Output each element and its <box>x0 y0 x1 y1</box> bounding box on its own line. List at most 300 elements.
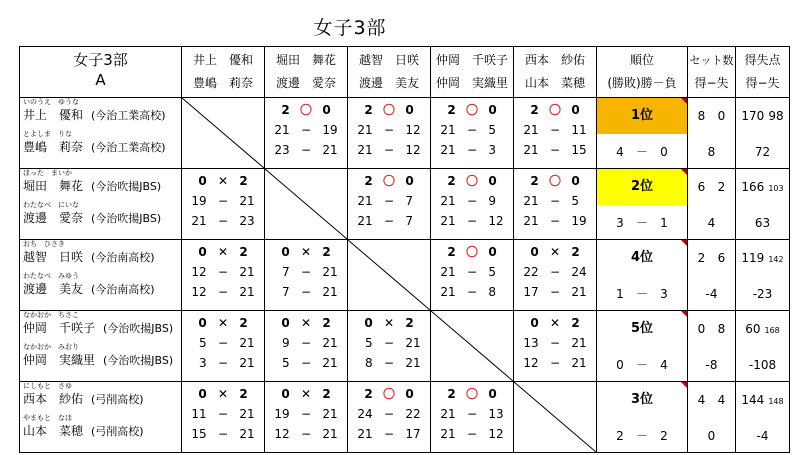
match-cell <box>431 98 514 169</box>
score-right: 0 <box>571 174 580 188</box>
score-dash: − <box>466 143 478 157</box>
win-mark: 〇 <box>466 245 479 259</box>
score-right: 21 <box>322 285 338 299</box>
points-for: 60 <box>745 322 761 336</box>
league-table <box>19 46 790 453</box>
match-cell <box>514 311 597 382</box>
game-score <box>265 120 347 140</box>
match-cell <box>265 240 348 311</box>
record-dash: － <box>635 287 648 301</box>
points-for: 166 <box>741 180 765 194</box>
score-dash: − <box>549 336 561 350</box>
win-loss-record <box>597 213 687 233</box>
score-dash: − <box>217 356 229 370</box>
score-left: 2 <box>530 103 539 117</box>
sets-won: 6 <box>697 180 706 194</box>
player-line <box>20 390 181 408</box>
school-name: (今治吹揚JBS) <box>103 354 174 367</box>
sets-cell <box>688 169 736 240</box>
score-left: 5 <box>199 336 207 350</box>
score-left: 21 <box>440 427 456 441</box>
score-right: 11 <box>571 123 587 137</box>
score-right: 21 <box>239 427 255 441</box>
losses: 3 <box>660 287 668 301</box>
score-left: 21 <box>523 194 539 208</box>
self-match-cell <box>348 240 431 311</box>
player-line <box>20 351 181 369</box>
wins: 0 <box>616 358 624 372</box>
player-name: 山本 菜穂 <box>23 424 84 438</box>
score-right: 19 <box>571 214 587 228</box>
losses: 4 <box>660 358 668 372</box>
player-line <box>20 248 181 266</box>
score-left: 5 <box>282 356 290 370</box>
score-left: 2 <box>447 387 456 401</box>
score-dash: − <box>217 407 229 421</box>
match-summary <box>431 242 513 262</box>
player-ruby: なかおか みおり <box>23 343 79 351</box>
points-diff: -108 <box>748 358 777 372</box>
player-name: 豊嶋 莉奈 <box>23 140 84 154</box>
header-rank: 順位 (勝敗)勝－負 <box>597 47 688 98</box>
rank-badge: 3位 <box>630 392 654 407</box>
match-summary <box>265 384 347 404</box>
rank-badge: 1位 <box>597 98 687 134</box>
score-left: 2 <box>447 103 456 117</box>
game-score <box>182 262 264 282</box>
match-cell <box>348 382 431 453</box>
wins: 1 <box>616 287 624 301</box>
game-score <box>265 404 347 424</box>
game-score <box>265 262 347 282</box>
wins: 2 <box>616 429 624 443</box>
score-right: 17 <box>405 427 421 441</box>
game-score <box>265 424 347 444</box>
match-cell <box>265 382 348 453</box>
score-right: 2 <box>239 316 248 330</box>
loss-mark: ✕ <box>300 245 312 259</box>
points-record <box>736 248 789 268</box>
match-summary <box>348 171 430 191</box>
player-name: 西本 紗佑 <box>23 392 84 406</box>
player-cell <box>20 240 182 311</box>
score-left: 19 <box>274 407 290 421</box>
player-row <box>20 382 790 453</box>
player-row <box>20 169 790 240</box>
sets-lost: 6 <box>717 251 726 265</box>
sets-record <box>688 390 735 410</box>
sets-won: 8 <box>697 109 706 123</box>
player-cell <box>20 98 182 169</box>
match-summary <box>265 100 347 120</box>
score-left: 9 <box>282 336 290 350</box>
player-line <box>20 280 181 298</box>
win-mark: 〇 <box>300 103 313 117</box>
player-name: 井上 優和 <box>23 108 84 122</box>
match-summary <box>182 313 264 333</box>
score-right: 12 <box>405 143 421 157</box>
score-right: 21 <box>239 407 255 421</box>
win-mark: 〇 <box>383 387 396 401</box>
player-line <box>20 209 181 227</box>
score-right: 21 <box>405 336 421 350</box>
score-dash: − <box>383 194 395 208</box>
match-summary <box>182 384 264 404</box>
player-name: 越智 日咲 <box>23 250 84 264</box>
score-left: 0 <box>198 245 207 259</box>
win-mark: 〇 <box>549 174 562 188</box>
loss-mark: ✕ <box>217 245 229 259</box>
player-ruby: おち ひさき <box>23 240 65 248</box>
diagonal-line <box>348 240 430 310</box>
losses: 1 <box>660 216 668 230</box>
school-name: (今治工業高校) <box>91 109 166 122</box>
score-dash: − <box>466 194 478 208</box>
self-match-cell <box>514 382 597 453</box>
losses: 0 <box>660 145 668 159</box>
match-cell <box>514 240 597 311</box>
page-title: 女子3部 <box>313 17 387 39</box>
points-against: 103 <box>768 184 784 193</box>
game-score <box>348 140 430 160</box>
score-left: 17 <box>523 285 539 299</box>
game-score <box>265 353 347 373</box>
score-dash: − <box>217 265 229 279</box>
sets-lost: 0 <box>717 109 726 123</box>
player-row <box>20 98 790 169</box>
comment-marker <box>681 98 687 104</box>
score-right: 21 <box>322 407 338 421</box>
self-match-cell <box>182 98 265 169</box>
header-team-3: 越智 日咲 渡邊 美友 <box>348 47 431 98</box>
rank-cell <box>597 382 688 453</box>
score-right: 24 <box>571 265 587 279</box>
group-label: A <box>95 71 106 89</box>
score-left: 21 <box>523 214 539 228</box>
score-right: 0 <box>488 245 497 259</box>
score-right: 22 <box>405 407 421 421</box>
header-team-5: 西本 紗佑 山本 菜穂 <box>514 47 597 98</box>
player-ruby: わたなべ みゆう <box>23 272 79 280</box>
score-left: 2 <box>447 245 456 259</box>
score-right: 15 <box>571 143 587 157</box>
score-left: 0 <box>530 245 539 259</box>
score-left: 21 <box>440 143 456 157</box>
match-summary <box>348 313 430 333</box>
match-cell <box>265 311 348 382</box>
match-summary <box>514 100 596 120</box>
game-score <box>182 353 264 373</box>
player-ruby: いのうえ ゆうな <box>23 98 79 106</box>
loss-mark: ✕ <box>217 316 229 330</box>
header-team-1: 井上 優和 豊嶋 莉奈 <box>182 47 265 98</box>
score-right: 2 <box>322 316 331 330</box>
school-name: (弓削高校) <box>91 393 144 406</box>
school-name: (今治南高校) <box>91 251 155 264</box>
score-right: 2 <box>571 316 580 330</box>
score-left: 21 <box>440 123 456 137</box>
game-score <box>431 120 513 140</box>
win-loss-record <box>597 355 687 375</box>
game-score <box>514 211 596 231</box>
score-right: 0 <box>405 174 414 188</box>
score-left: 21 <box>523 123 539 137</box>
player-ruby: やまもと なほ <box>23 414 72 422</box>
win-mark: 〇 <box>466 387 479 401</box>
score-left: 8 <box>365 356 373 370</box>
game-score <box>514 120 596 140</box>
wins: 3 <box>616 216 624 230</box>
school-name: (今治吹揚JBS) <box>103 322 174 335</box>
match-cell <box>431 240 514 311</box>
game-score <box>348 333 430 353</box>
score-dash: − <box>217 214 229 228</box>
score-left: 21 <box>440 194 456 208</box>
sets-record <box>688 106 735 126</box>
player-ruby: とよしま りな <box>23 130 72 138</box>
win-mark: 〇 <box>466 174 479 188</box>
match-cell <box>431 169 514 240</box>
score-left: 2 <box>364 387 373 401</box>
score-dash: − <box>217 285 229 299</box>
match-cell <box>514 98 597 169</box>
score-right: 21 <box>239 356 255 370</box>
header-team-4: 仲岡 千咲子 仲岡 実織里 <box>431 47 514 98</box>
score-right: 21 <box>322 143 338 157</box>
game-score <box>182 211 264 231</box>
match-cell <box>182 240 265 311</box>
score-right: 0 <box>405 103 414 117</box>
game-score <box>182 191 264 211</box>
score-dash: − <box>300 265 312 279</box>
score-right: 0 <box>322 103 331 117</box>
score-left: 11 <box>191 407 207 421</box>
game-score <box>431 404 513 424</box>
self-match-cell <box>431 311 514 382</box>
score-right: 2 <box>239 387 248 401</box>
score-right: 2 <box>405 316 414 330</box>
comment-marker <box>681 382 687 388</box>
match-summary <box>348 384 430 404</box>
score-left: 23 <box>274 143 290 157</box>
game-score <box>265 140 347 160</box>
match-cell <box>348 169 431 240</box>
game-score <box>348 424 430 444</box>
rank-badge: 5位 <box>630 321 654 336</box>
score-dash: − <box>383 407 395 421</box>
game-score <box>182 404 264 424</box>
sets-diff: 4 <box>707 216 716 230</box>
rank-badge: 2位 <box>597 169 687 205</box>
school-name: (今治吹揚JBS) <box>91 180 162 193</box>
score-left: 2 <box>447 174 456 188</box>
sets-cell <box>688 240 736 311</box>
match-cell <box>348 98 431 169</box>
score-right: 2 <box>239 174 248 188</box>
score-left: 0 <box>281 245 290 259</box>
score-right: 21 <box>571 336 587 350</box>
match-summary <box>431 384 513 404</box>
player-line <box>20 319 181 337</box>
score-dash: − <box>549 285 561 299</box>
score-right: 0 <box>405 387 414 401</box>
match-cell <box>348 311 431 382</box>
score-right: 21 <box>239 265 255 279</box>
player-name: 渡邊 美友 <box>23 282 84 296</box>
division-label: 女子3部 <box>73 51 128 69</box>
header-sets: セット数 得−失 <box>688 47 736 98</box>
win-mark: 〇 <box>549 103 562 117</box>
win-loss-record <box>597 142 687 162</box>
game-score <box>514 191 596 211</box>
sets-diff: -8 <box>705 358 718 372</box>
self-match-cell <box>265 169 348 240</box>
score-dash: − <box>300 407 312 421</box>
player-ruby: にしもと さゆ <box>23 382 72 390</box>
game-score <box>182 282 264 302</box>
points-against: 168 <box>764 326 780 335</box>
score-right: 21 <box>322 356 338 370</box>
player-name: 仲岡 実織里 <box>23 353 96 367</box>
score-dash: − <box>549 356 561 370</box>
loss-mark: ✕ <box>300 387 312 401</box>
game-score <box>431 140 513 160</box>
score-dash: − <box>217 194 229 208</box>
sets-lost: 2 <box>717 180 726 194</box>
win-loss-record <box>597 426 687 446</box>
score-dash: − <box>549 214 561 228</box>
score-dash: − <box>383 123 395 137</box>
score-left: 7 <box>282 265 290 279</box>
diagonal-line <box>182 98 264 168</box>
score-right: 21 <box>322 265 338 279</box>
score-right: 13 <box>488 407 504 421</box>
score-right: 7 <box>405 214 413 228</box>
sets-lost: 4 <box>717 393 726 407</box>
comment-marker <box>681 311 687 317</box>
score-right: 21 <box>322 427 338 441</box>
score-left: 7 <box>282 285 290 299</box>
player-row <box>20 311 790 382</box>
player-name: 仲岡 千咲子 <box>23 321 96 335</box>
player-line <box>20 177 181 195</box>
rank-cell <box>597 169 688 240</box>
score-left: 21 <box>357 214 373 228</box>
score-dash: − <box>466 427 478 441</box>
sets-cell <box>688 311 736 382</box>
game-score <box>431 262 513 282</box>
score-dash: − <box>549 265 561 279</box>
score-right: 2 <box>322 245 331 259</box>
win-mark: 〇 <box>383 174 396 188</box>
game-score <box>182 333 264 353</box>
game-score <box>514 262 596 282</box>
diagonal-line <box>265 169 347 239</box>
player-ruby: ほった まいか <box>23 169 72 177</box>
game-score <box>514 333 596 353</box>
school-name: (今治吹揚JBS) <box>91 212 162 225</box>
score-left: 13 <box>523 336 539 350</box>
wins: 4 <box>616 145 624 159</box>
game-score <box>348 211 430 231</box>
sets-won: 4 <box>697 393 706 407</box>
score-left: 21 <box>440 285 456 299</box>
score-right: 12 <box>405 123 421 137</box>
score-right: 21 <box>571 285 587 299</box>
score-right: 8 <box>488 285 496 299</box>
score-dash: − <box>466 123 478 137</box>
score-left: 2 <box>530 174 539 188</box>
score-dash: − <box>300 143 312 157</box>
school-name: (弓削高校) <box>91 425 144 438</box>
sets-record <box>688 177 735 197</box>
score-left: 12 <box>191 285 207 299</box>
player-cell <box>20 169 182 240</box>
rank-cell <box>597 311 688 382</box>
loss-mark: ✕ <box>217 387 229 401</box>
comment-marker <box>681 169 687 175</box>
score-left: 0 <box>198 174 207 188</box>
player-row <box>20 240 790 311</box>
sets-lost: 8 <box>717 322 726 336</box>
player-cell <box>20 311 182 382</box>
sets-won: 0 <box>697 322 706 336</box>
sets-record <box>688 319 735 339</box>
score-right: 2 <box>239 245 248 259</box>
score-right: 0 <box>571 103 580 117</box>
score-left: 21 <box>357 123 373 137</box>
score-left: 21 <box>274 123 290 137</box>
diagonal-line <box>431 311 513 381</box>
score-left: 21 <box>191 214 207 228</box>
score-left: 12 <box>191 265 207 279</box>
header-row <box>20 47 790 98</box>
score-right: 21 <box>405 356 421 370</box>
win-mark: 〇 <box>383 103 396 117</box>
sets-diff: -4 <box>705 287 718 301</box>
score-right: 5 <box>488 265 496 279</box>
score-dash: − <box>300 356 312 370</box>
points-cell <box>736 98 790 169</box>
points-diff: 72 <box>754 145 771 159</box>
score-left: 2 <box>364 174 373 188</box>
match-summary <box>265 242 347 262</box>
player-line <box>20 106 181 124</box>
player-ruby: わたなべ にいな <box>23 201 79 209</box>
score-left: 0 <box>364 316 373 330</box>
points-against: 98 <box>768 109 784 123</box>
game-score <box>348 404 430 424</box>
score-dash: − <box>383 214 395 228</box>
score-left: 0 <box>530 316 539 330</box>
score-right: 23 <box>239 214 255 228</box>
sets-record <box>688 248 735 268</box>
score-right: 21 <box>239 285 255 299</box>
match-summary <box>182 242 264 262</box>
score-left: 0 <box>281 316 290 330</box>
match-cell <box>514 169 597 240</box>
player-cell <box>20 382 182 453</box>
score-right: 21 <box>239 194 255 208</box>
score-left: 2 <box>364 103 373 117</box>
score-right: 0 <box>488 103 497 117</box>
player-ruby: なかおか ちさこ <box>23 311 79 319</box>
record-dash: － <box>635 429 648 443</box>
points-against: 142 <box>768 255 784 264</box>
score-left: 0 <box>198 316 207 330</box>
score-right: 21 <box>571 356 587 370</box>
score-left: 0 <box>281 387 290 401</box>
